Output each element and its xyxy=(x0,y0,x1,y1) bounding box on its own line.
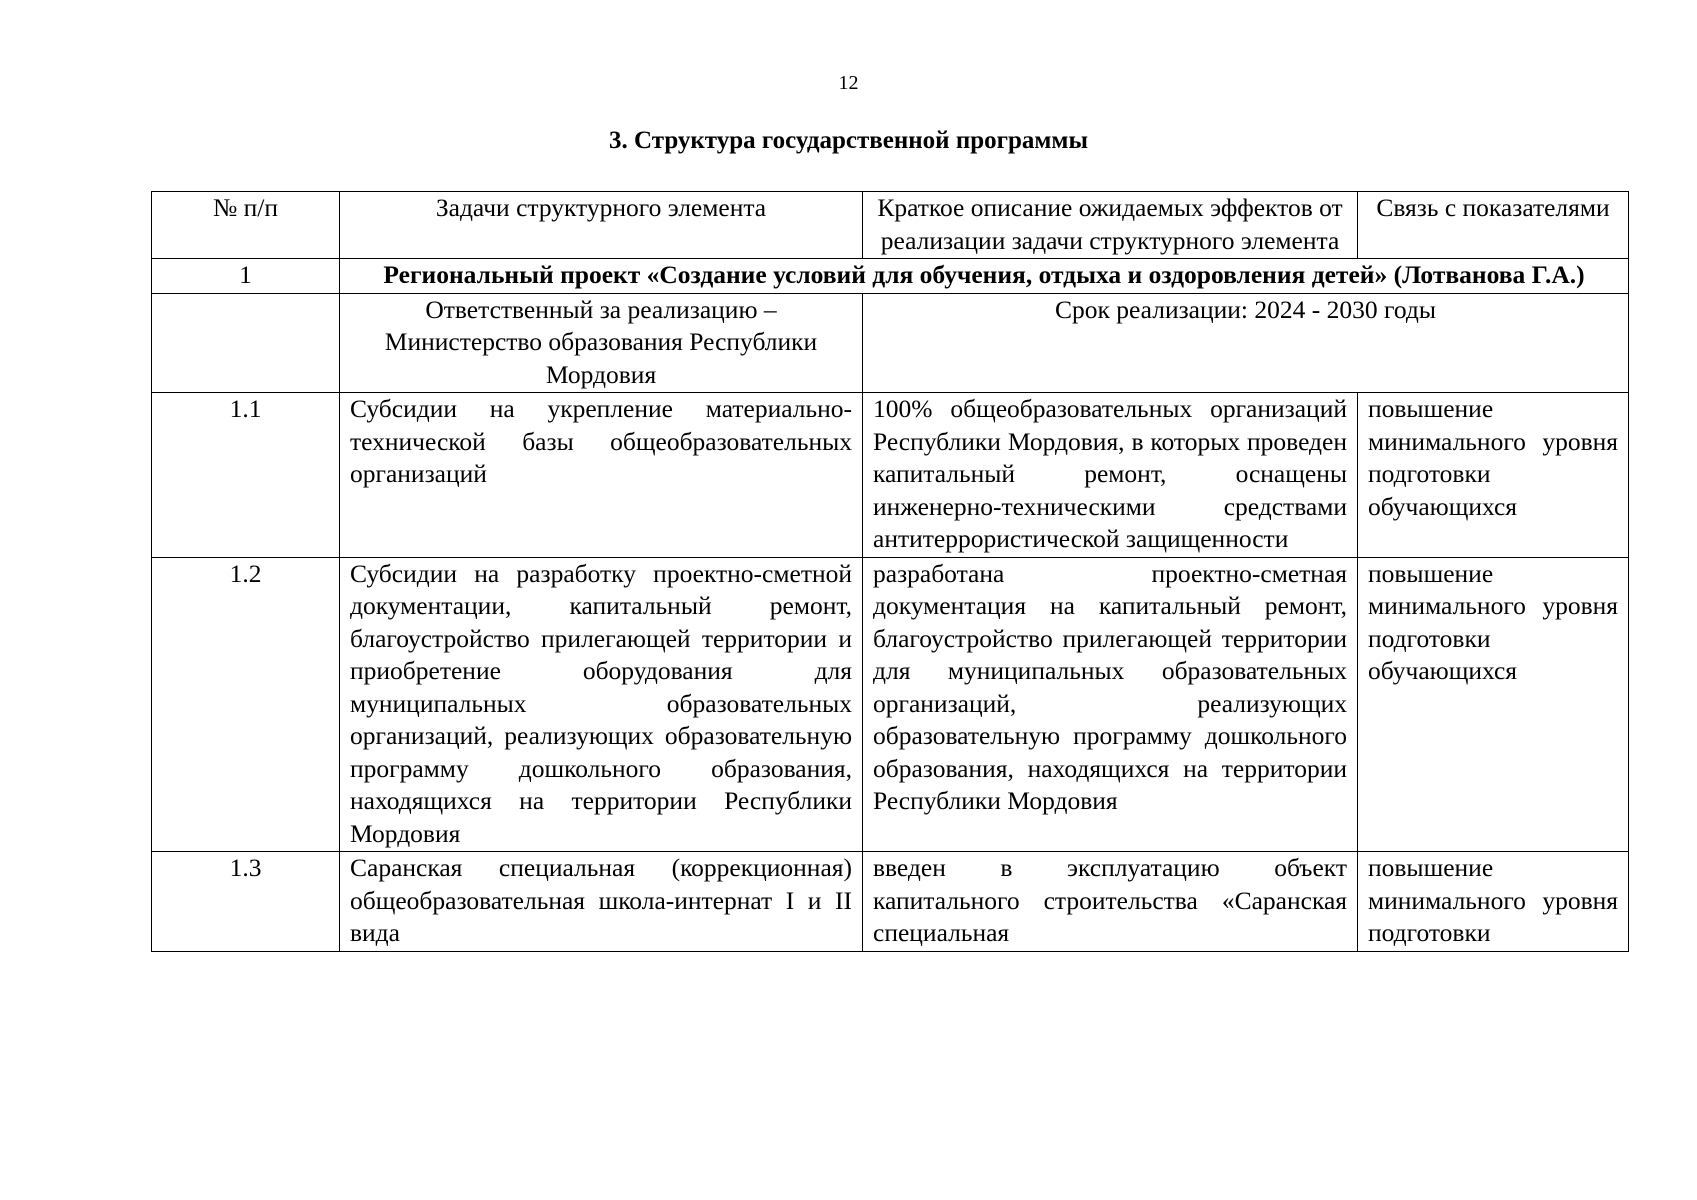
table-row xyxy=(152,852,1629,952)
table-row xyxy=(152,393,1629,558)
row-num: 1.1 xyxy=(152,393,340,558)
page-number: 12 xyxy=(838,72,859,94)
row-link: повышение минимального уровня подготовки обучающихся xyxy=(1358,557,1629,852)
project-meta-empty xyxy=(152,293,340,393)
header-link: Связь с показателями xyxy=(1358,192,1629,259)
section-title: 3. Структура государственной программы xyxy=(609,127,1088,154)
project-meta-row xyxy=(152,293,1629,393)
project-num: 1 xyxy=(152,259,340,294)
project-row xyxy=(152,259,1629,294)
project-responsible: Ответственный за реализацию – Министерство образования Республики Мордовия xyxy=(340,293,863,393)
header-effects: Краткое описание ожидаемых эффектов от реализации задачи структурного элемента xyxy=(863,192,1358,259)
row-effect: 100% общеобразовательных организаций Республики Мордовия, в которых проведен капитальный ремонт, оснащены инженерно-техническими средствами антитеррористической защищенности xyxy=(863,393,1358,558)
row-task: Субсидии на укрепление материально-технической базы общеобразовательных организаций xyxy=(340,393,863,558)
structure-table xyxy=(151,191,1629,952)
row-effect: разработана проектно-сметная документация на капитальный ремонт, благоустройство прилегающей территории для муниципальных образовательных организаций, реализующих образовательную программу дошкольного образования, находящихся на территории Республики Мордовия xyxy=(863,557,1358,852)
row-task: Саранская специальная (коррекционная) общеобразовательная школа-интернат I и II вида xyxy=(340,852,863,952)
row-link: повышение минимального уровня подготовки xyxy=(1358,852,1629,952)
row-effect: введен в эксплуатацию объект капитального строительства «Саранская специальная xyxy=(863,852,1358,952)
row-link: повышение минимального уровня подготовки обучающихся xyxy=(1358,393,1629,558)
row-task: Субсидии на разработку проектно-сметной документации, капитальный ремонт, благоустройство прилегающей территории и приобретение оборудования для муниципальных образовательных организаций, реализующих образовательную программу дошкольного образования, находящихся на территории Республики Мордовия xyxy=(340,557,863,852)
row-num: 1.2 xyxy=(152,557,340,852)
table-header-row xyxy=(152,192,1629,259)
project-term: Срок реализации: 2024 - 2030 годы xyxy=(863,293,1629,393)
project-title: Региональный проект «Создание условий для обучения, отдыха и оздоровления детей» (Лотванова Г.А.) xyxy=(340,259,1629,294)
header-tasks: Задачи структурного элемента xyxy=(340,192,863,259)
table-row xyxy=(152,557,1629,852)
row-num: 1.3 xyxy=(152,852,340,952)
header-num: № п/п xyxy=(152,192,340,259)
